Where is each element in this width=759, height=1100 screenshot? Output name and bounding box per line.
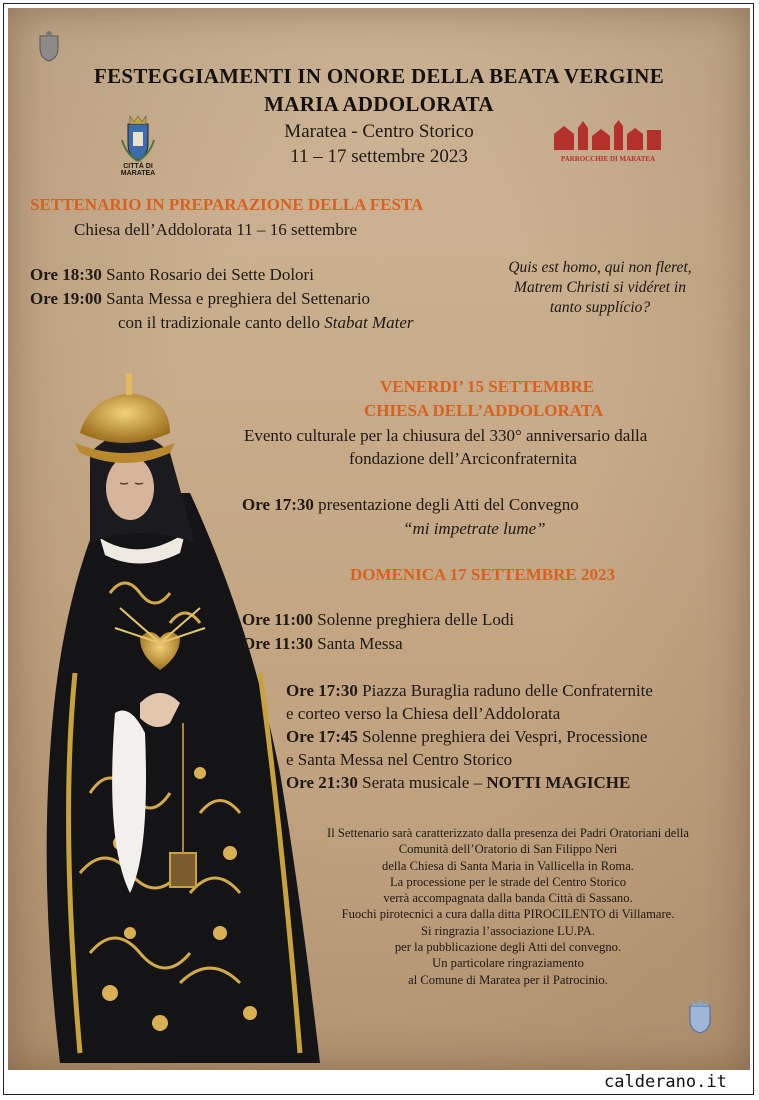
- notes-block: [278, 825, 738, 988]
- continuation-text: con il tradizionale canto dello: [118, 313, 321, 332]
- note-line: Un particolare ringraziamento: [432, 956, 584, 971]
- settenario-continuation: [118, 313, 414, 333]
- maratea-logo-caption: CITTÀ DI MARATEA: [120, 163, 156, 177]
- small-coat-icon: [686, 998, 714, 1034]
- event-dates: 11 – 17 settembre 2023: [290, 146, 468, 167]
- small-crest-icon: [36, 30, 62, 62]
- latin-quote: [480, 258, 720, 318]
- item-text: Piazza Buraglia raduno delle Confraternite: [362, 681, 653, 700]
- settenario-item-2: [30, 289, 370, 309]
- latin-line-1: Quis est homo, qui non fleret,: [508, 259, 692, 276]
- note-line: al Comune di Maratea per il Patrocinio.: [408, 972, 608, 987]
- friday-heading-date: VENERDI’ 15 SETTEMBRE: [380, 377, 595, 396]
- sunday-item-3: [286, 681, 653, 701]
- note-line: per la pubblicazione degli Atti del convegno.: [394, 940, 622, 955]
- sunday-item-1: [242, 610, 514, 630]
- time-label: Ore 11:00: [242, 610, 313, 629]
- notti-magiche: NOTTI MAGICHE: [486, 773, 631, 792]
- latin-line-3: tanto supplício?: [549, 299, 651, 316]
- note-line: della Chiesa di Santa Maria in Vallicella in Roma.: [382, 858, 634, 873]
- latin-line-2: Matrem Christi si vidéret in: [514, 279, 686, 296]
- item-text: presentazione degli Atti del Convegno: [318, 495, 579, 514]
- time-label: Ore 17:45: [286, 727, 358, 746]
- note-line: Comunità dell’Oratorio di San Filippo Neri: [398, 842, 618, 857]
- poster: [8, 8, 750, 1070]
- note-line: Si ringrazia l’associazione LU.PA.: [420, 923, 596, 938]
- time-label: Ore 21:30: [286, 773, 358, 792]
- note-line: La processione per le strade del Centro Storico: [389, 874, 627, 889]
- settenario-heading: SETTENARIO IN PREPARAZIONE DELLA FESTA: [30, 195, 424, 214]
- title-line2: MARIA ADDOLORATA: [264, 92, 494, 116]
- note-line: Fuochi pirotecnici a cura dalla ditta PIROCILENTO di Villamare.: [341, 907, 675, 922]
- parrocchie-logo: [548, 120, 668, 163]
- item-text: Santa Messa e preghiera del Settenario: [106, 289, 371, 308]
- friday-heading-church: CHIESA DELL’ADDOLORATA: [364, 401, 604, 420]
- maratea-logo: [108, 114, 168, 177]
- watermark: calderano.it: [604, 1072, 727, 1092]
- item-text: Solenne preghiera dei Vespri, Processione: [362, 727, 648, 746]
- sunday-item-3-cont: e corteo verso la Chiesa dell’Addolorata: [286, 704, 561, 723]
- time-label: Ore 17:30: [242, 495, 314, 514]
- note-line: verrà accompagnata dalla banda Città di Sassano.: [383, 891, 633, 906]
- time-label: Ore 18:30: [30, 265, 102, 284]
- madonna-addolorata-statue-image: [20, 373, 320, 1070]
- sunday-item-2: [242, 634, 403, 654]
- time-label: Ore 17:30: [286, 681, 358, 700]
- sunday-item-4-cont: e Santa Messa nel Centro Storico: [286, 750, 513, 769]
- stabat-mater: Stabat Mater: [324, 313, 414, 332]
- time-label: Ore 11:30: [242, 634, 313, 653]
- settenario-item-1: [30, 265, 314, 285]
- item-text: Santa Messa: [317, 634, 403, 653]
- coat-of-arms-icon: [120, 114, 156, 162]
- sunday-item-5: [286, 773, 630, 793]
- parrocchie-logo-caption: PARROCCHIE DI MARATEA: [560, 155, 656, 163]
- friday-event-line2: fondazione dell’Arciconfraternita: [349, 449, 577, 468]
- sunday-item-4: [286, 727, 647, 747]
- settenario-location: Chiesa dell’Addolorata 11 – 16 settembre: [74, 220, 358, 239]
- item-text: Santo Rosario dei Sette Dolori: [106, 265, 314, 284]
- time-label: Ore 19:00: [30, 289, 102, 308]
- friday-event-line1: Evento culturale per la chiusura del 330° anniversario dalla: [244, 426, 648, 445]
- title-line1: FESTEGGIAMENTI IN ONORE DELLA BEATA VERGINE: [93, 64, 665, 88]
- item-text: Serata musicale –: [362, 773, 483, 792]
- friday-quote: “mi impetrate lume”: [403, 519, 546, 538]
- event-place: Maratea - Centro Storico: [284, 121, 474, 142]
- friday-item: [242, 495, 579, 515]
- item-text: Solenne preghiera delle Lodi: [317, 610, 515, 629]
- note-line: Il Settenario sarà caratterizzato dalla presenza dei Padri Oratoriani della: [327, 826, 689, 840]
- sunday-heading: DOMENICA 17 SETTEMBRE 2023: [350, 565, 615, 584]
- churches-icon: [552, 120, 664, 150]
